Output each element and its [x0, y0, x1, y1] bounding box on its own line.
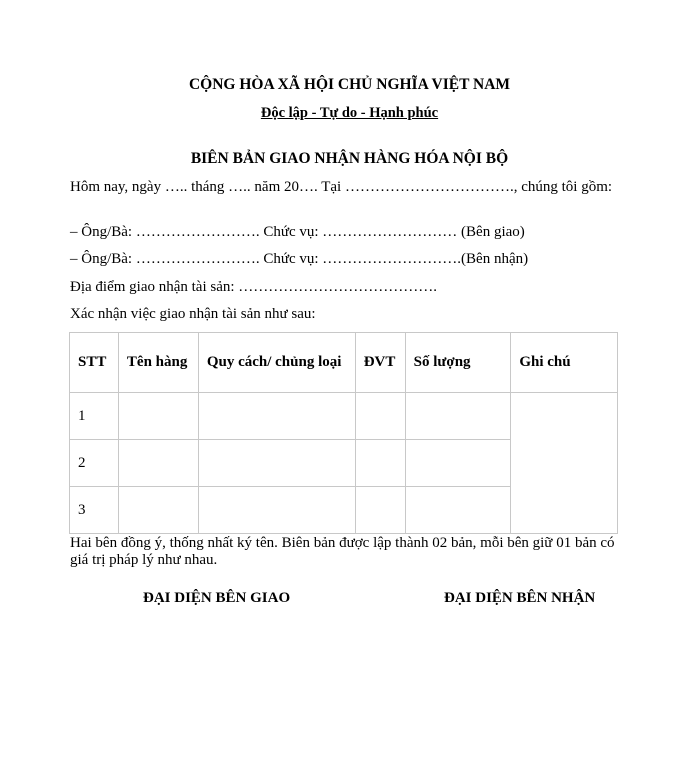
cell-so-luong — [405, 393, 511, 440]
national-title: CỘNG HÒA XÃ HỘI CHỦ NGHĨA VIỆT NAM — [188, 76, 511, 93]
header-quy-cach: Quy cách/ chủng loại — [198, 333, 355, 393]
party-receiver-line: – Ông/Bà: ……………………. Chức vụ: ……………………….(Bên nhận) — [70, 251, 529, 267]
cell-ghi-chu — [511, 393, 618, 534]
cell-ten-hang — [118, 393, 198, 440]
motto — [0, 105, 699, 122]
cell-quy-cach — [198, 440, 355, 487]
cell-stt: 2 — [70, 440, 119, 487]
cell-quy-cach — [198, 487, 355, 534]
cell-quy-cach — [198, 393, 355, 440]
signature-receiver: ĐẠI DIỆN BÊN NHẬN — [444, 590, 596, 606]
location-line: Địa điểm giao nhận tài sản: …………………………………. — [70, 279, 438, 295]
cell-dvt — [355, 487, 405, 534]
motto-text: Độc lập - Tự do - Hạnh phúc — [260, 105, 439, 121]
cell-dvt — [355, 440, 405, 487]
closing-paragraph: Hai bên đồng ý, thống nhất ký tên. Biên bản được lập thành 02 bản, mỗi bên giữ 01 bản có giá trị pháp lý như nhau. — [70, 535, 615, 568]
header-stt: STT — [70, 333, 119, 393]
header-dvt: ĐVT — [355, 333, 405, 393]
confirm-line: Xác nhận việc giao nhận tài sản như sau: — [70, 306, 316, 322]
header-ghi-chu: Ghi chú — [511, 333, 618, 393]
signature-giver: ĐẠI DIỆN BÊN GIAO — [143, 590, 291, 606]
cell-dvt — [355, 393, 405, 440]
cell-stt: 1 — [70, 393, 119, 440]
cell-ten-hang — [118, 440, 198, 487]
cell-ten-hang — [118, 487, 198, 534]
intro-line: Hôm nay, ngày ….. tháng ….. năm 20…. Tại ……………………………., chúng tôi gồm: — [70, 179, 613, 195]
party-giver-line: – Ông/Bà: ……………………. Chức vụ: ……………………… (Bên giao) — [70, 224, 525, 240]
cell-so-luong — [405, 487, 511, 534]
cell-so-luong — [405, 440, 511, 487]
header-ten-hang: Tên hàng — [118, 333, 198, 393]
document-title: BIÊN BẢN GIAO NHẬN HÀNG HÓA NỘI BỘ — [190, 150, 509, 167]
table-row — [70, 393, 618, 440]
cell-stt: 3 — [70, 487, 119, 534]
header-so-luong: Số lượng — [405, 333, 511, 393]
goods-table — [69, 332, 618, 534]
table-header-row — [70, 333, 618, 393]
